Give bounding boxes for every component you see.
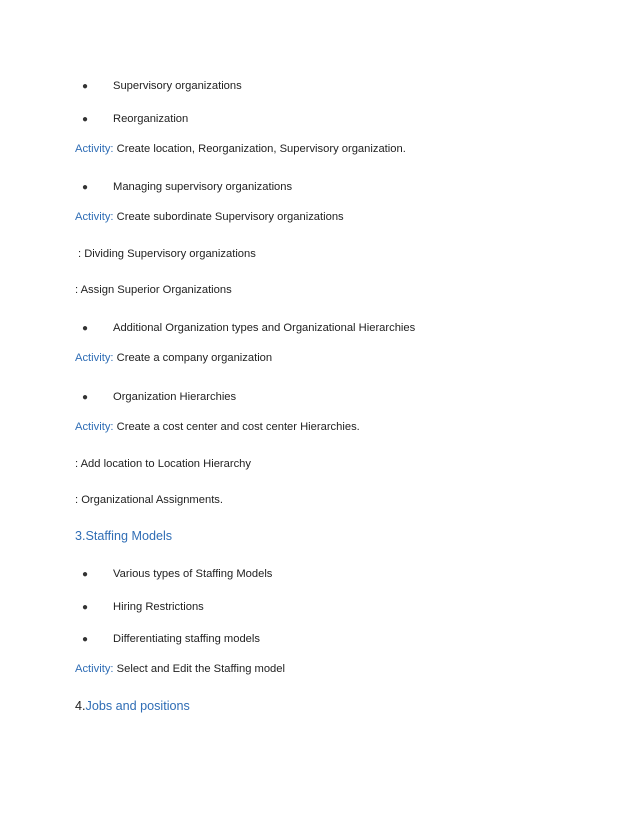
list-item: [82, 390, 236, 405]
bullet-icon: ●: [82, 182, 89, 193]
activity-paragraph: [75, 351, 272, 365]
list-item-text: Organization Hierarchies: [113, 391, 237, 403]
activity-paragraph: [75, 662, 285, 676]
activity-label: Activity:: [75, 211, 114, 223]
list-item-text: Hiring Restrictions: [113, 601, 204, 613]
bullet-icon: ●: [82, 634, 89, 645]
section-number: 4.: [75, 699, 86, 713]
activity-text: Create a company organization: [113, 352, 273, 364]
activity-paragraph: [75, 420, 360, 434]
list-item-text: Reorganization: [113, 113, 189, 125]
activity-label: Activity:: [75, 663, 114, 675]
list-item: [82, 180, 292, 195]
list-item: [82, 600, 204, 615]
list-item: [82, 632, 260, 647]
bullet-icon: ●: [82, 569, 89, 580]
body-paragraph: : Assign Superior Organizations: [75, 284, 232, 296]
bullet-icon: ●: [82, 602, 89, 613]
list-item: [82, 112, 188, 127]
list-item-text: Additional Organization types and Organizational Hierarchies: [113, 322, 416, 334]
body-paragraph: : Organizational Assignments.: [75, 494, 223, 506]
bullet-icon: ●: [82, 81, 89, 92]
activity-label: Activity:: [75, 421, 114, 433]
list-item: [82, 567, 272, 582]
list-item: [82, 79, 242, 94]
body-paragraph: : Dividing Supervisory organizations: [78, 248, 256, 260]
activity-label: Activity:: [75, 143, 114, 155]
activity-text: Select and Edit the Staffing model: [113, 663, 285, 675]
bullet-icon: ●: [82, 323, 89, 334]
activity-text: Create location, Reorganization, Supervisory organization.: [113, 143, 406, 155]
activity-paragraph: [75, 210, 344, 224]
list-item-text: Supervisory organizations: [113, 80, 242, 92]
activity-text: Create subordinate Supervisory organizations: [113, 211, 344, 223]
list-item-text: Differentiating staffing models: [113, 633, 260, 645]
section-heading: [75, 698, 190, 714]
bullet-icon: ●: [82, 114, 89, 125]
bullet-icon: ●: [82, 392, 89, 403]
list-item-text: Various types of Staffing Models: [113, 568, 273, 580]
activity-text: Create a cost center and cost center Hierarchies.: [113, 421, 360, 433]
body-paragraph: : Add location to Location Hierarchy: [75, 458, 251, 470]
section-heading: 3.Staffing Models: [75, 529, 173, 543]
activity-label: Activity:: [75, 352, 114, 364]
list-item-text: Managing supervisory organizations: [113, 181, 293, 193]
activity-paragraph: [75, 142, 406, 156]
list-item: [82, 321, 415, 336]
section-title: Jobs and positions: [85, 699, 190, 713]
